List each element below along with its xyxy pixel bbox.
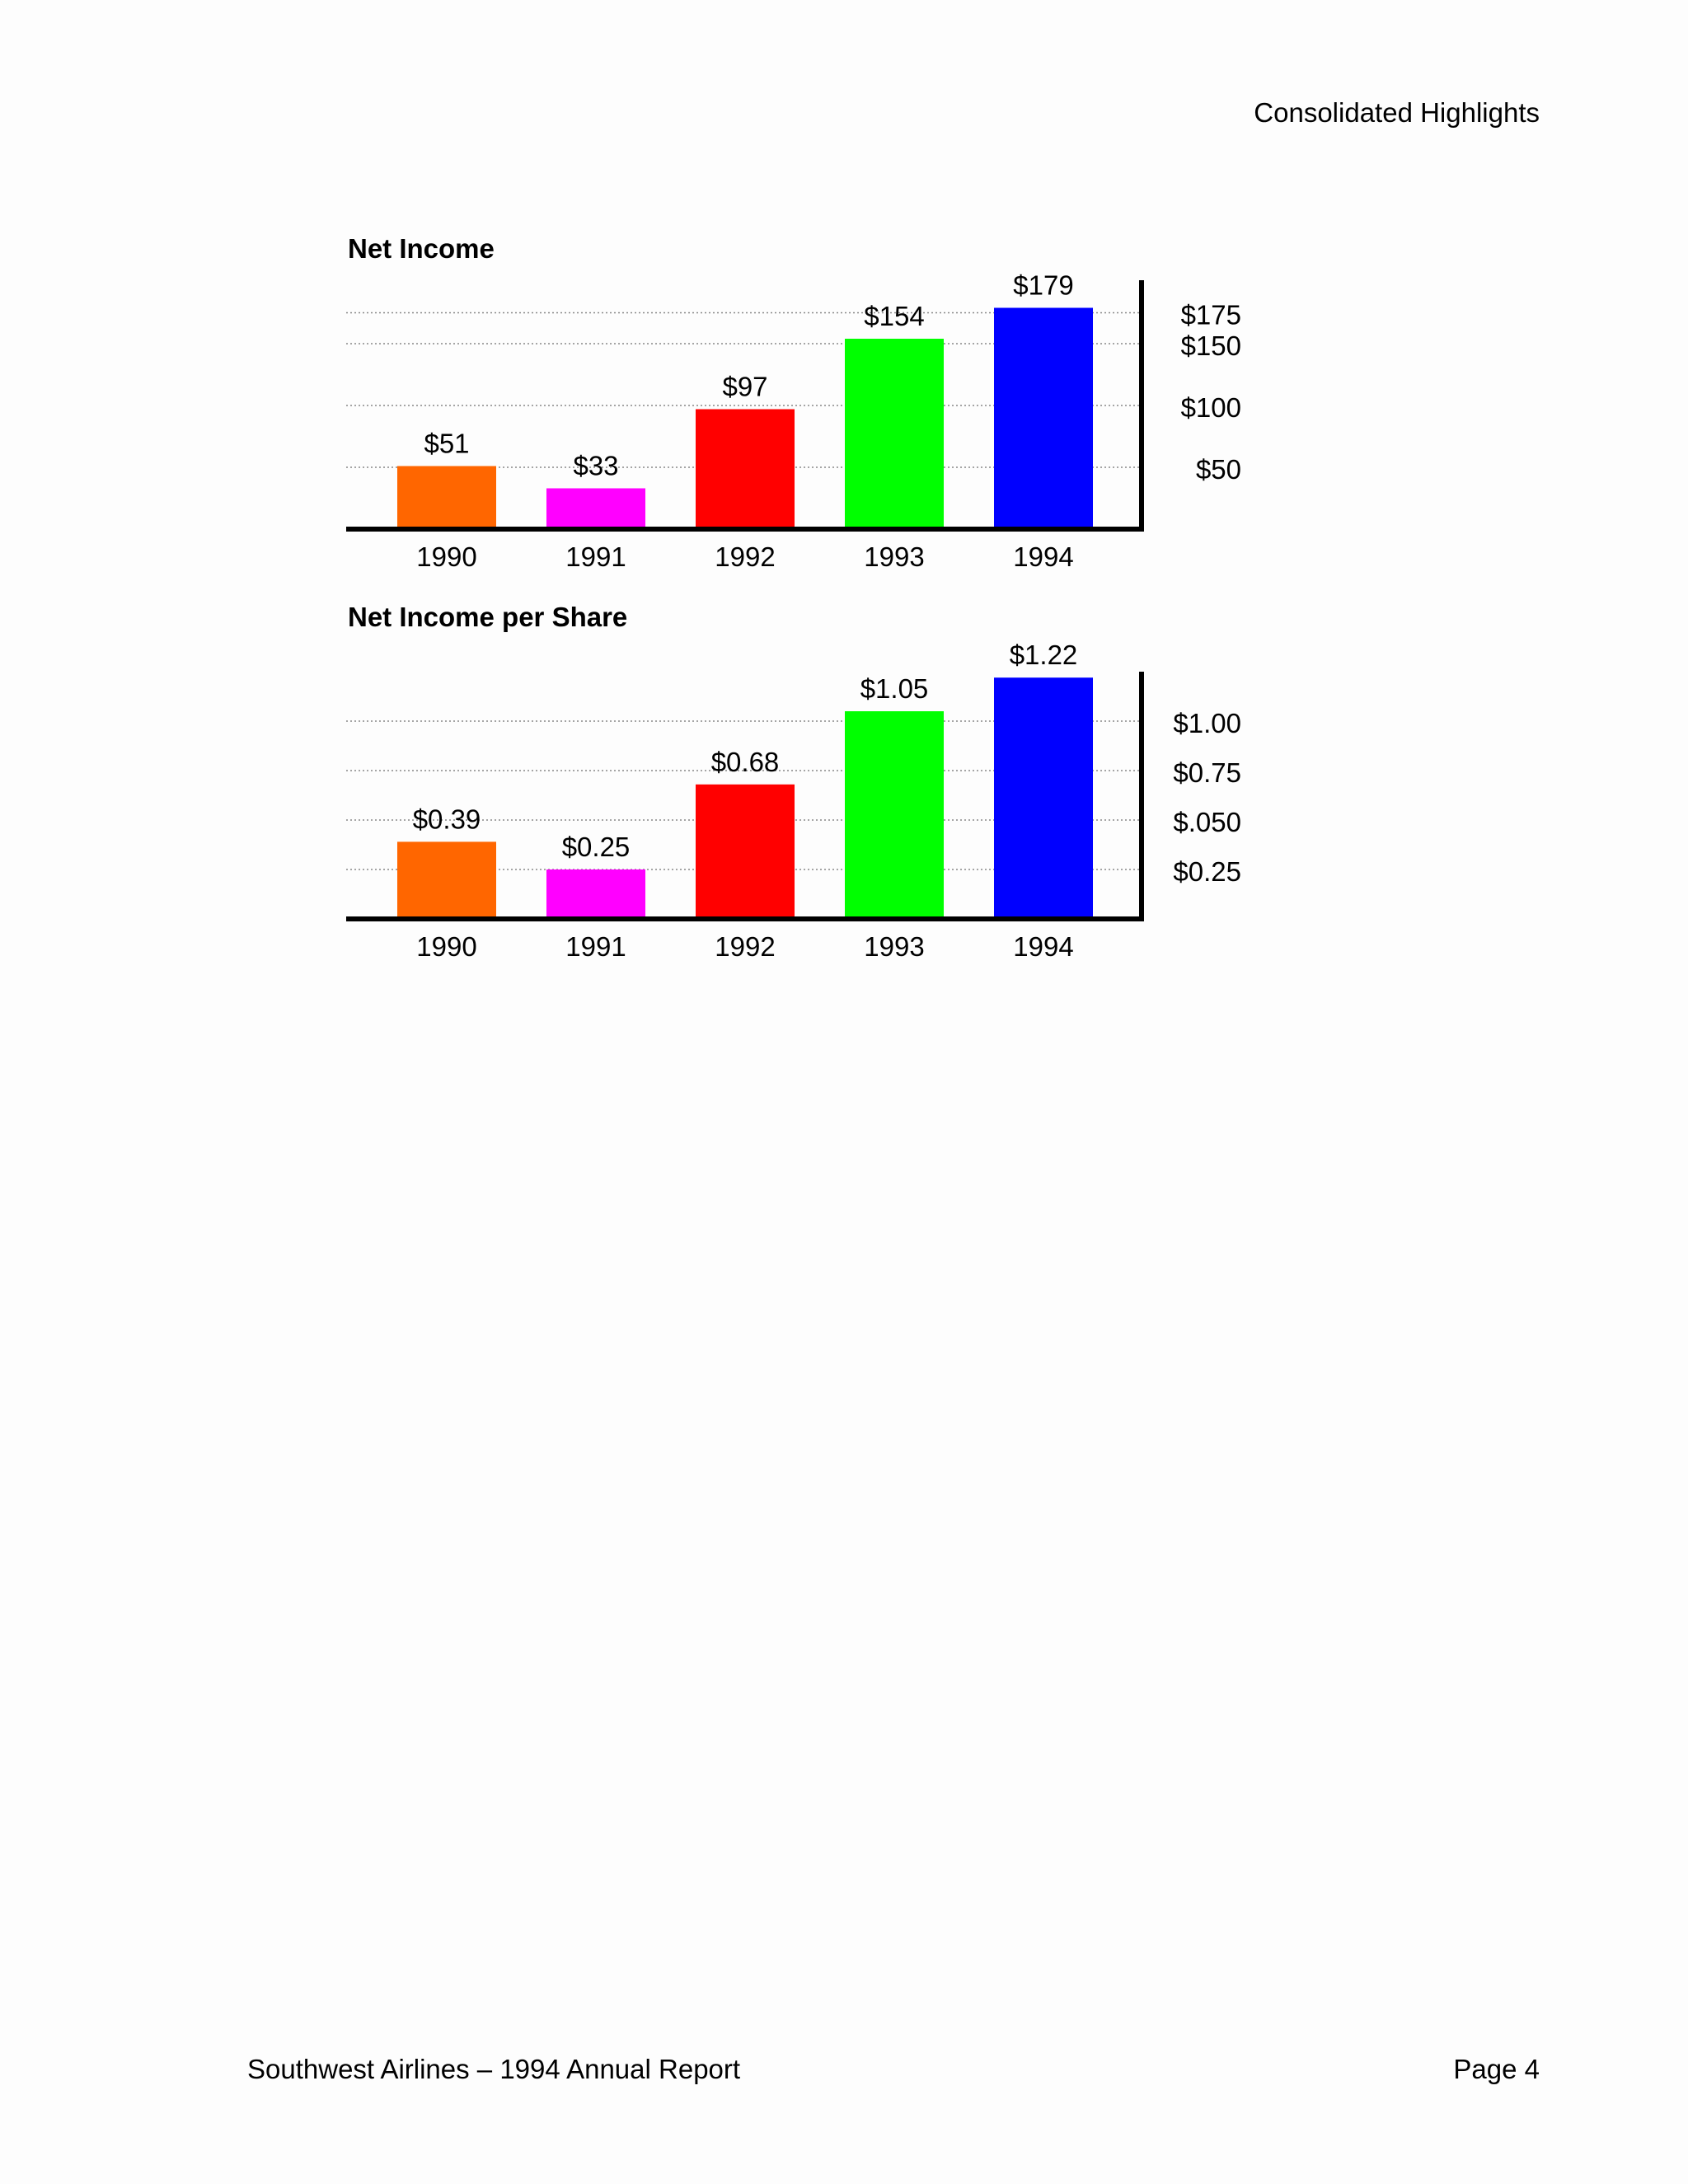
x-tick-label: 1994 [1013,541,1074,572]
x-tick-label: 1990 [416,541,477,572]
section-title: Consolidated Highlights [1254,97,1540,128]
data-label: $0.25 [561,832,631,862]
x-tick-label: 1993 [864,541,925,572]
bar-1990 [397,841,496,919]
chart-title: Net Income [348,233,495,264]
bar-1991 [546,869,645,919]
data-label: $1.05 [860,673,929,704]
y-tick-label: $50 [1195,454,1241,485]
data-label: $51 [424,428,470,459]
chart-title: Net Income per Share [348,602,628,632]
y-tick-label: $175 [1180,299,1241,330]
bar-1994 [994,677,1093,919]
data-label: $33 [573,450,619,481]
y-tick-label: $1.00 [1173,708,1241,738]
net-income-per-share-chart [0,0,1688,989]
x-tick-label: 1991 [565,541,626,572]
data-label: $179 [1013,269,1074,301]
data-label: $0.39 [412,804,481,835]
data-label: $1.22 [1009,640,1078,671]
data-label: $0.68 [710,746,780,777]
x-tick-label: 1991 [565,931,626,962]
y-tick-label: $100 [1180,392,1241,423]
y-tick-label: $150 [1180,330,1241,361]
data-label: $154 [864,301,925,331]
x-tick-label: 1992 [715,931,776,962]
y-tick-label: $.050 [1173,807,1241,837]
footer-page-number: Page 4 [1453,2054,1540,2084]
x-tick-label: 1990 [416,931,477,962]
data-label: $97 [722,371,768,402]
bar-1993 [845,711,944,919]
y-tick-label: $0.25 [1173,856,1241,887]
x-tick-label: 1992 [715,541,776,572]
x-tick-label: 1994 [1013,931,1074,962]
y-tick-label: $0.75 [1173,757,1241,788]
footer-report-title: Southwest Airlines – 1994 Annual Report [247,2054,741,2084]
bar-1992 [696,785,795,919]
x-tick-label: 1993 [864,931,925,962]
